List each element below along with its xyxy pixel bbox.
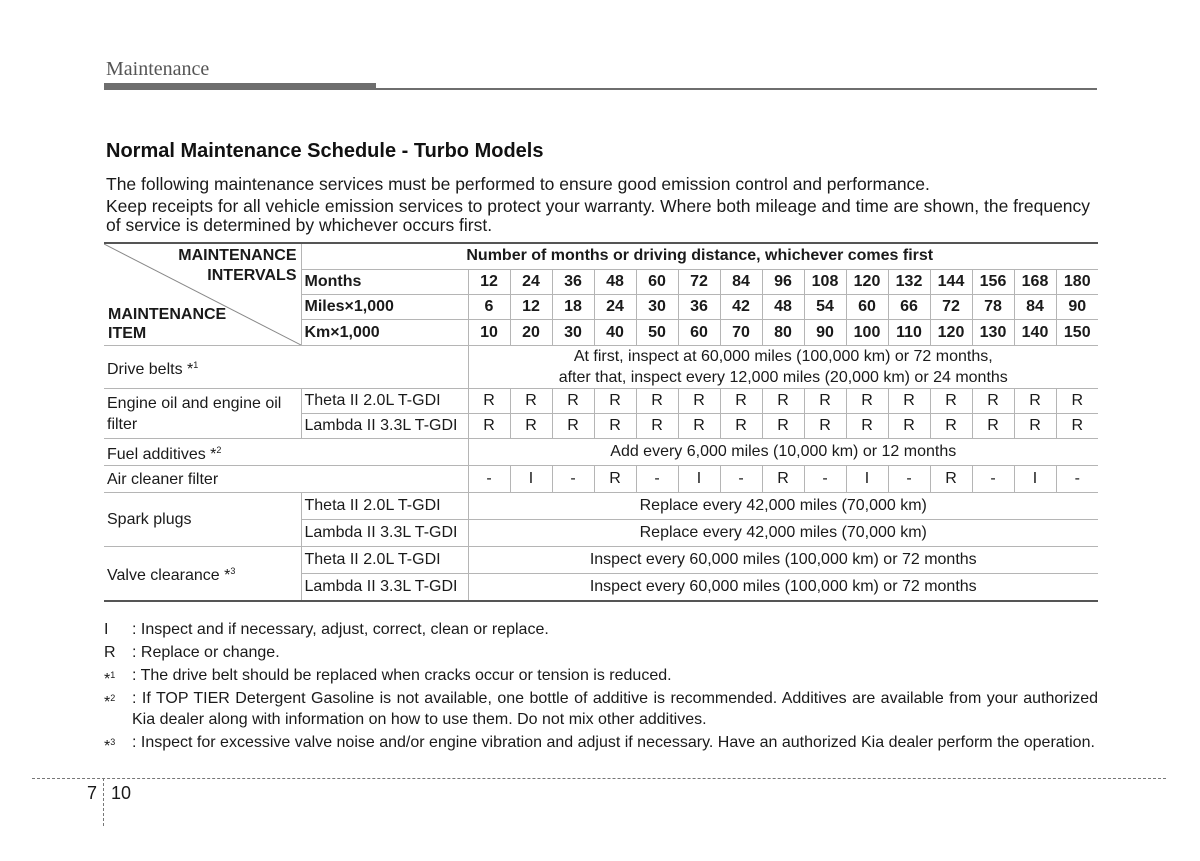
interval-value: 36 bbox=[678, 294, 720, 319]
scale-label: Km×1,000 bbox=[301, 320, 468, 346]
schedule-cell: R bbox=[930, 389, 972, 414]
interval-value: 180 bbox=[1056, 269, 1098, 294]
drive-belts-interval: At first, inspect at 60,000 miles (100,000 km) or 72 months, after that, inspect every 12,000 miles (20,000 km) or 24 months bbox=[468, 346, 1098, 389]
scale-label: Months bbox=[301, 269, 468, 294]
schedule-cell: R bbox=[510, 389, 552, 414]
note-inspect: I : Inspect and if necessary, adjust, correct, clean or replace. bbox=[104, 621, 549, 638]
row-air-cleaner bbox=[104, 466, 1098, 493]
schedule-cell: R bbox=[594, 389, 636, 414]
schedule-cell: R bbox=[678, 389, 720, 414]
schedule-cell: - bbox=[1056, 466, 1098, 493]
interval-value: 90 bbox=[1056, 294, 1098, 319]
schedule-cell: R bbox=[678, 414, 720, 439]
fuel-additives-interval: Add every 6,000 miles (10,000 km) or 12 months bbox=[468, 439, 1098, 466]
schedule-cell: R bbox=[552, 414, 594, 439]
schedule-cell: R bbox=[888, 389, 930, 414]
interval-value: 60 bbox=[846, 294, 888, 319]
schedule-cell: R bbox=[972, 414, 1014, 439]
interval-value: 50 bbox=[636, 320, 678, 346]
interval-value: 24 bbox=[594, 294, 636, 319]
interval-value: 12 bbox=[468, 269, 510, 294]
header-rule-thin bbox=[104, 88, 1097, 90]
schedule-cell: R bbox=[510, 414, 552, 439]
interval-value: 48 bbox=[762, 294, 804, 319]
schedule-cell: R bbox=[636, 414, 678, 439]
interval-value: 80 bbox=[762, 320, 804, 346]
schedule-cell: I bbox=[678, 466, 720, 493]
item-engine-oil: Engine oil and engine oil filter bbox=[104, 389, 301, 439]
schedule-cell: R bbox=[888, 414, 930, 439]
corner-intervals-label-2: INTERVALS bbox=[207, 267, 297, 284]
schedule-cell: R bbox=[1056, 414, 1098, 439]
row-valve-theta bbox=[104, 547, 1098, 574]
schedule-cell: R bbox=[636, 389, 678, 414]
item-drive-belts: Drive belts *$^1$ bbox=[104, 346, 468, 389]
schedule-cell: R bbox=[1014, 414, 1056, 439]
corner-item-label-1: MAINTENANCE bbox=[108, 306, 227, 323]
item-air-cleaner: Air cleaner filter bbox=[104, 466, 468, 493]
schedule-cell: R bbox=[1014, 389, 1056, 414]
interval-value: 130 bbox=[972, 320, 1014, 346]
interval-value: 20 bbox=[510, 320, 552, 346]
section-header: Maintenance bbox=[106, 58, 210, 80]
note-1: *$^1$ : The drive belt should be replaced when cracks occur or tension is reduced. bbox=[104, 667, 672, 688]
interval-value: 36 bbox=[552, 269, 594, 294]
schedule-cell: - bbox=[552, 466, 594, 493]
note-replace: R : Replace or change. bbox=[104, 644, 280, 661]
footnotes bbox=[104, 619, 1098, 755]
interval-value: 156 bbox=[972, 269, 1014, 294]
item-valve-clearance: Valve clearance *$^3$ bbox=[104, 547, 301, 602]
spark-plugs-interval-lambda: Replace every 42,000 miles (70,000 km) bbox=[468, 520, 1098, 547]
interval-value: 12 bbox=[510, 294, 552, 319]
schedule-cell: - bbox=[720, 466, 762, 493]
schedule-cell: - bbox=[636, 466, 678, 493]
schedule-cell: I bbox=[1014, 466, 1056, 493]
schedule-cell: R bbox=[720, 389, 762, 414]
table-corner-header bbox=[104, 243, 301, 346]
interval-value: 40 bbox=[594, 320, 636, 346]
schedule-cell: R bbox=[468, 389, 510, 414]
schedule-cell: R bbox=[762, 466, 804, 493]
interval-value: 54 bbox=[804, 294, 846, 319]
interval-value: 96 bbox=[762, 269, 804, 294]
interval-value: 24 bbox=[510, 269, 552, 294]
page-title: Normal Maintenance Schedule - Turbo Models bbox=[106, 140, 544, 162]
interval-value: 110 bbox=[888, 320, 930, 346]
page-number: 10 bbox=[111, 783, 132, 803]
row-engine-oil-theta bbox=[104, 389, 1098, 414]
interval-value: 120 bbox=[930, 320, 972, 346]
interval-value: 48 bbox=[594, 269, 636, 294]
interval-value: 30 bbox=[552, 320, 594, 346]
engine-theta: Theta II 2.0L T-GDI bbox=[301, 547, 468, 574]
interval-value: 108 bbox=[804, 269, 846, 294]
footer-dashed-divider bbox=[103, 778, 104, 826]
engine-lambda: Lambda II 3.3L T-GDI bbox=[301, 574, 468, 602]
note-2: *$^2$ : If TOP TIER Detergent Gasoline is not available, one bottle of additive is recommended. Additives are available from your authorized Kia dealer along with information on how to use them. Do not mix other additives. bbox=[104, 690, 1098, 728]
schedule-cell: R bbox=[846, 414, 888, 439]
intro-paragraph-2: Keep receipts for all vehicle emission services to protect your warranty. Where both mileage and time are shown, the frequency of service is determined by whichever occurs first. bbox=[106, 196, 1091, 235]
interval-value: 66 bbox=[888, 294, 930, 319]
schedule-cell: R bbox=[468, 414, 510, 439]
schedule-cell: R bbox=[1056, 389, 1098, 414]
engine-theta: Theta II 2.0L T-GDI bbox=[301, 389, 468, 414]
interval-value: 6 bbox=[468, 294, 510, 319]
row-spark-plugs-theta bbox=[104, 493, 1098, 520]
interval-value: 60 bbox=[636, 269, 678, 294]
interval-value: 84 bbox=[720, 269, 762, 294]
interval-value: 168 bbox=[1014, 269, 1056, 294]
valve-interval-theta: Inspect every 60,000 miles (100,000 km) or 72 months bbox=[468, 547, 1098, 574]
schedule-cell: R bbox=[930, 466, 972, 493]
interval-value: 30 bbox=[636, 294, 678, 319]
engine-theta: Theta II 2.0L T-GDI bbox=[301, 493, 468, 520]
interval-value: 90 bbox=[804, 320, 846, 346]
engine-lambda: Lambda II 3.3L T-GDI bbox=[301, 414, 468, 439]
interval-value: 72 bbox=[930, 294, 972, 319]
schedule-cell: - bbox=[804, 466, 846, 493]
interval-value: 132 bbox=[888, 269, 930, 294]
item-fuel-additives: Fuel additives *$^2$ bbox=[104, 439, 468, 466]
interval-value: 144 bbox=[930, 269, 972, 294]
maintenance-schedule-table bbox=[104, 242, 1098, 602]
schedule-cell: R bbox=[552, 389, 594, 414]
schedule-cell: R bbox=[762, 414, 804, 439]
schedule-cell: I bbox=[846, 466, 888, 493]
schedule-cell: - bbox=[888, 466, 930, 493]
row-fuel-additives bbox=[104, 439, 1098, 466]
schedule-cell: I bbox=[510, 466, 552, 493]
scale-label: Miles×1,000 bbox=[301, 294, 468, 319]
interval-value: 10 bbox=[468, 320, 510, 346]
interval-value: 78 bbox=[972, 294, 1014, 319]
schedule-cell: R bbox=[930, 414, 972, 439]
interval-value: 42 bbox=[720, 294, 762, 319]
item-spark-plugs: Spark plugs bbox=[104, 493, 301, 547]
schedule-cell: R bbox=[804, 414, 846, 439]
valve-interval-lambda: Inspect every 60,000 miles (100,000 km) or 72 months bbox=[468, 574, 1098, 602]
intro-paragraph-1: The following maintenance services must be performed to ensure good emission control and performance. bbox=[106, 174, 930, 194]
schedule-cell: R bbox=[720, 414, 762, 439]
interval-value: 70 bbox=[720, 320, 762, 346]
interval-value: 60 bbox=[678, 320, 720, 346]
schedule-cell: - bbox=[972, 466, 1014, 493]
engine-lambda: Lambda II 3.3L T-GDI bbox=[301, 520, 468, 547]
chapter-number: 7 bbox=[87, 783, 98, 803]
corner-intervals-label-1: MAINTENANCE bbox=[178, 247, 297, 264]
interval-value: 120 bbox=[846, 269, 888, 294]
spark-plugs-interval-theta: Replace every 42,000 miles (70,000 km) bbox=[468, 493, 1098, 520]
interval-value: 100 bbox=[846, 320, 888, 346]
schedule-cell: R bbox=[594, 466, 636, 493]
interval-value: 150 bbox=[1056, 320, 1098, 346]
schedule-cell: - bbox=[468, 466, 510, 493]
span-header: Number of months or driving distance, whichever comes first bbox=[301, 243, 1098, 269]
row-drive-belts bbox=[104, 346, 1098, 389]
interval-value: 140 bbox=[1014, 320, 1056, 346]
schedule-cell: R bbox=[972, 389, 1014, 414]
schedule-cell: R bbox=[846, 389, 888, 414]
interval-value: 72 bbox=[678, 269, 720, 294]
schedule-cell: R bbox=[594, 414, 636, 439]
schedule-cell: R bbox=[804, 389, 846, 414]
corner-item-label-2: ITEM bbox=[108, 325, 147, 342]
note-3: *$^3$ : Inspect for excessive valve noise and/or engine vibration and adjust if necessary. Have an authorized Kia dealer perform the operation. bbox=[104, 734, 1095, 755]
interval-value: 84 bbox=[1014, 294, 1056, 319]
interval-value: 18 bbox=[552, 294, 594, 319]
footer-dashed-rule bbox=[32, 778, 1166, 779]
schedule-cell: R bbox=[762, 389, 804, 414]
